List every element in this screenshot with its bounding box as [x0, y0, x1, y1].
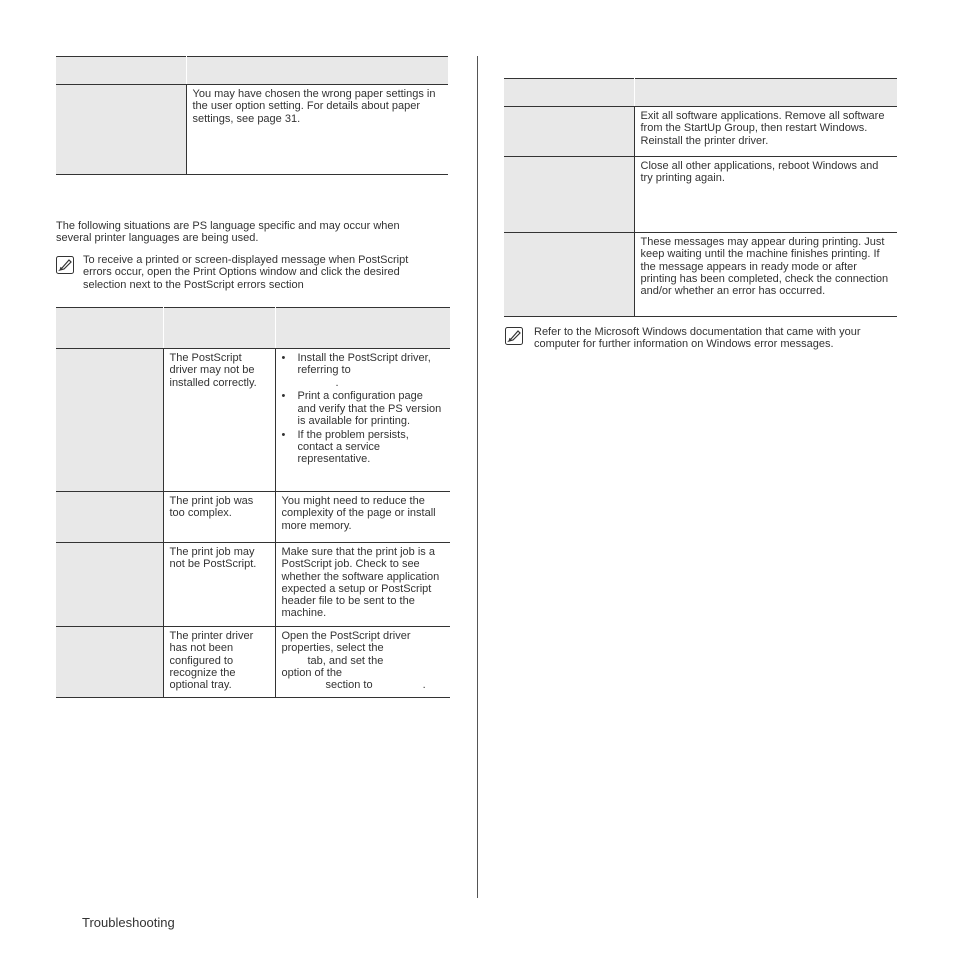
- ps-note-text: To receive a printed or screen-displayed message when PostScript errors occur, open the Print Options window and click the desired selection next to the PostScript errors section: [83, 254, 409, 291]
- solution-cell: Exit all software applications. Remove all software from the StartUp Group, then restart Windows. Reinstall the printer driver.: [634, 107, 897, 157]
- table-header-row: [56, 308, 450, 349]
- solution-cell: [275, 627, 450, 698]
- table-row: [504, 233, 897, 317]
- list-item-suffix: .: [335, 376, 339, 389]
- condition-cell: [504, 233, 634, 317]
- header-cell-solution: [186, 57, 448, 85]
- table-row: [56, 543, 450, 627]
- header-cell-condition: [504, 79, 634, 107]
- table-row: [56, 492, 450, 543]
- paper-settings-table: [56, 56, 448, 175]
- table-row: [56, 349, 450, 492]
- condition-cell: [56, 85, 186, 175]
- solution-cell: These messages may appear during printing. Just keep waiting until the machine finishes printing. If the message appears in ready mode or after printing has been completed, check the connection and/or whether an error has occurred.: [634, 233, 897, 317]
- table-row: [504, 157, 897, 233]
- solution-line: Open the PostScript driver properties, select the: [281, 630, 411, 655]
- condition-cell: [56, 543, 163, 627]
- header-cell-solution: [634, 79, 897, 107]
- solution-list: [282, 352, 445, 466]
- note-icon: [505, 327, 523, 345]
- windows-errors-table: [504, 78, 897, 317]
- solution-line: .: [422, 679, 426, 692]
- ps-intro-text: The following situations are PS language specific and may occur when several printer languages are being used.: [56, 220, 400, 245]
- footer-section-title: Troubleshooting: [82, 915, 175, 930]
- table-row: [56, 627, 450, 698]
- header-cell-condition: [56, 308, 163, 349]
- solution-cell: [275, 349, 450, 492]
- header-cell-solution: [275, 308, 450, 349]
- solution-cell: Make sure that the print job is a PostScript job. Check to see whether the software application expected a setup or PostScript header file to be sent to the machine.: [275, 543, 450, 627]
- solution-line: option of the: [281, 666, 343, 679]
- solution-line: tab, and set the: [307, 654, 384, 667]
- note-icon: [56, 256, 74, 274]
- column-divider: [477, 56, 478, 898]
- cause-cell: The print job may not be PostScript.: [163, 543, 275, 627]
- cause-cell: The PostScript driver may not be installed correctly.: [163, 349, 275, 492]
- condition-cell: [56, 627, 163, 698]
- header-cell-condition: [56, 57, 186, 85]
- cause-cell: The printer driver has not been configured to recognize the optional tray.: [163, 627, 275, 698]
- list-item: • Print a configuration page and verify that the PS version is available for printing.: [282, 390, 445, 427]
- ps-errors-table: [56, 307, 450, 698]
- list-item: [282, 352, 445, 389]
- table-header-row: [504, 79, 897, 107]
- solution-line: section to: [325, 679, 373, 692]
- condition-cell: [56, 492, 163, 543]
- table-row: [56, 85, 448, 175]
- condition-cell: [504, 157, 634, 233]
- windows-note-text: Refer to the Microsoft Windows documentation that came with your computer for further information on Windows error messages.: [534, 326, 861, 351]
- cause-cell: The print job was too complex.: [163, 492, 275, 543]
- table-row: [504, 107, 897, 157]
- condition-cell: [504, 107, 634, 157]
- list-item-text: Install the PostScript driver, referring to: [297, 352, 431, 377]
- solution-cell: Close all other applications, reboot Windows and try printing again.: [634, 157, 897, 233]
- condition-cell: [56, 349, 163, 492]
- solution-cell: You may have chosen the wrong paper settings in the user option setting. For details about paper settings, see page 31.: [186, 85, 448, 175]
- list-item: • If the problem persists, contact a service representative.: [282, 429, 445, 466]
- table-header-row: [56, 57, 448, 85]
- solution-cell: You might need to reduce the complexity of the page or install more memory.: [275, 492, 450, 543]
- header-cell-cause: [163, 308, 275, 349]
